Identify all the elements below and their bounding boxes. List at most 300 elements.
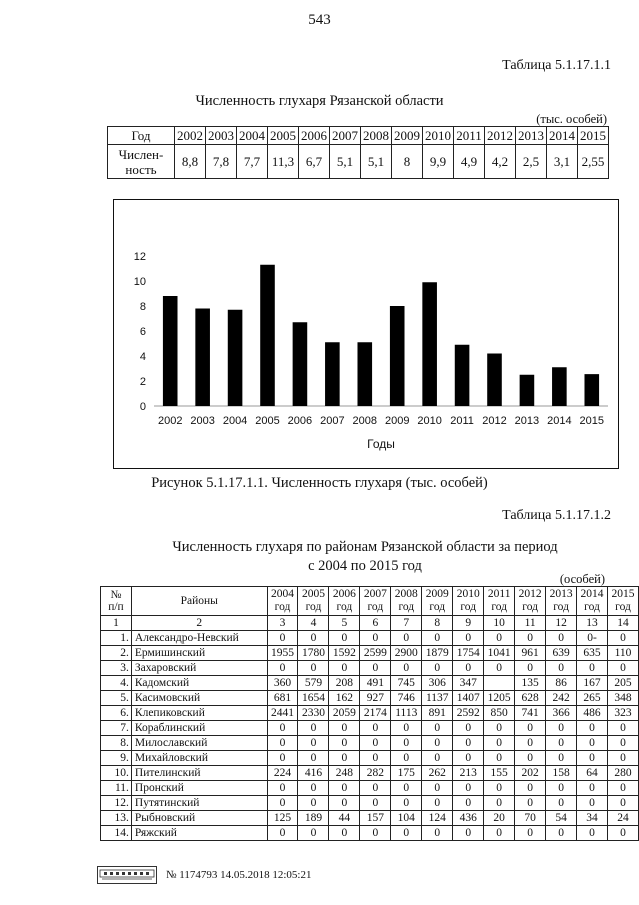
table2-value-cell: 0 <box>577 721 608 736</box>
table1-value-row <box>108 145 609 179</box>
table1-year-cell: 2013 <box>516 127 547 145</box>
table2-value-cell: 162 <box>329 691 360 706</box>
table2-row-number: 2. <box>101 646 132 661</box>
table2-value-cell: 1780 <box>298 646 329 661</box>
table2-column-number: 10 <box>484 616 515 631</box>
table1-year-cell: 2005 <box>268 127 299 145</box>
bar-2008 <box>357 342 372 406</box>
table2-value-cell: 2441 <box>267 706 298 721</box>
bar-2006 <box>293 322 308 406</box>
table1-year-cell: 2014 <box>547 127 578 145</box>
table2-year-header <box>577 587 608 616</box>
table2-value-cell: 306 <box>422 676 453 691</box>
table2-value-cell: 628 <box>515 691 546 706</box>
table2-value-cell: 135 <box>515 676 546 691</box>
x-tick-label: 2011 <box>450 415 474 427</box>
table2-value-cell: 745 <box>391 676 422 691</box>
table2-value-cell: 167 <box>577 676 608 691</box>
table1-year-cell: 2006 <box>299 127 330 145</box>
table2-value-cell: 0 <box>360 661 391 676</box>
table2-value-cell: 436 <box>453 811 484 826</box>
table2-column-number: 2 <box>131 616 267 631</box>
table1-header-row <box>108 127 609 145</box>
table2-value-cell: 2174 <box>360 706 391 721</box>
table2-value-cell: 1407 <box>453 691 484 706</box>
table2-column-number: 9 <box>453 616 484 631</box>
table2-value-cell: 0 <box>329 721 360 736</box>
table2-value-cell: 1137 <box>422 691 453 706</box>
table1-value-cell: 4,9 <box>454 145 485 179</box>
table1-unit: (тыс. особей) <box>536 112 607 126</box>
table2-year-header-year: 2012 <box>518 588 542 600</box>
table2-value-cell: 213 <box>453 766 484 781</box>
table2-column-number: 12 <box>546 616 577 631</box>
table2-value-cell: 0 <box>391 631 422 646</box>
table2-value-cell: 0 <box>391 661 422 676</box>
table2-value-cell: 0 <box>391 781 422 796</box>
table2-year-header <box>608 587 639 616</box>
table2-value-cell: 0 <box>484 781 515 796</box>
table1-value-cell: 5,1 <box>330 145 361 179</box>
table2-value-cell: 0 <box>329 796 360 811</box>
table2-value-cell: 0 <box>360 631 391 646</box>
table2-value-cell: 635 <box>577 646 608 661</box>
table2-value-cell: 0 <box>608 721 639 736</box>
table2-value-cell: 0 <box>360 796 391 811</box>
table2-value-cell <box>484 676 515 691</box>
table2-district-name: Ряжский <box>131 826 267 841</box>
table2-value-cell: 0 <box>422 796 453 811</box>
table1-year-cell: 2003 <box>206 127 237 145</box>
table2-value-cell: 1879 <box>422 646 453 661</box>
table2-value-cell: 110 <box>608 646 639 661</box>
table2-value-cell: 0 <box>422 826 453 841</box>
x-tick-label: 2015 <box>579 415 605 427</box>
table1-year-cell: 2009 <box>392 127 423 145</box>
table2-district-name: Милославский <box>131 736 267 751</box>
table2-year-header-year: 2007 <box>363 588 387 600</box>
table2-header-district: Районы <box>131 587 267 616</box>
table2-row <box>101 721 639 736</box>
table2-year-header-word: год <box>336 601 353 613</box>
table2-row-number: 8. <box>101 736 132 751</box>
table2-value-cell: 0 <box>515 751 546 766</box>
table2-value-cell: 360 <box>267 676 298 691</box>
table2-value-cell: 0 <box>267 631 298 646</box>
table2-value-cell: 1113 <box>391 706 422 721</box>
table2-column-number: 14 <box>608 616 639 631</box>
table2-value-cell: 0 <box>577 781 608 796</box>
table2-value-cell: 0 <box>422 721 453 736</box>
table2-value-cell: 347 <box>453 676 484 691</box>
table2-value-cell: 104 <box>391 811 422 826</box>
table2-value-cell: 0 <box>267 736 298 751</box>
table2-year-header-word: год <box>553 601 569 613</box>
table2-row-number: 9. <box>101 751 132 766</box>
table2-value-cell: 0 <box>360 826 391 841</box>
table2-value-cell: 0 <box>546 796 577 811</box>
table2-row-number: 13. <box>101 811 132 826</box>
table2-column-number: 8 <box>422 616 453 631</box>
bar-2010 <box>422 282 437 406</box>
table2-year-header-word: год <box>615 601 631 613</box>
table2-row-number: 6. <box>101 706 132 721</box>
y-tick-label: 12 <box>133 251 146 263</box>
table2-year-header-year: 2011 <box>487 588 511 600</box>
x-tick-label: 2008 <box>352 415 378 427</box>
x-tick-label: 2003 <box>190 415 215 427</box>
table2-value-cell: 0 <box>484 661 515 676</box>
y-tick-label: 8 <box>139 301 146 313</box>
table2-value-cell: 0- <box>577 631 608 646</box>
table2-row <box>101 646 639 661</box>
table1-year-cell: 2007 <box>330 127 361 145</box>
table2-value-cell: 70 <box>515 811 546 826</box>
table2-year-header <box>484 587 515 616</box>
table2-year-header-year: 2008 <box>394 588 418 600</box>
table2-value-cell: 850 <box>484 706 515 721</box>
table2-year-header <box>453 587 484 616</box>
y-tick-label: 0 <box>139 401 146 413</box>
table2-value-cell: 24 <box>608 811 639 826</box>
table1 <box>107 126 609 179</box>
table2-value-cell: 1205 <box>484 691 515 706</box>
table2-value-cell: 1592 <box>329 646 360 661</box>
table2-value-cell: 0 <box>515 826 546 841</box>
table1-value-cell: 7,7 <box>237 145 268 179</box>
table2-value-cell: 280 <box>608 766 639 781</box>
table2-row <box>101 826 639 841</box>
table2-value-cell: 0 <box>453 826 484 841</box>
table2-value-cell: 0 <box>484 631 515 646</box>
table2-value-cell: 0 <box>515 631 546 646</box>
table2-value-cell: 54 <box>546 811 577 826</box>
table1-value-cell: 8,8 <box>175 145 206 179</box>
table2-year-header-year: 2010 <box>456 588 480 600</box>
bar-2005 <box>260 265 275 406</box>
table2-value-cell: 681 <box>267 691 298 706</box>
table2-row-number: 7. <box>101 721 132 736</box>
table2-district-name: Кадомский <box>131 676 267 691</box>
table2-column-number: 5 <box>329 616 360 631</box>
table2-value-cell: 0 <box>267 781 298 796</box>
table1-year-cell: 2010 <box>423 127 454 145</box>
table2-value-cell: 0 <box>391 721 422 736</box>
table2-district-name: Пителинский <box>131 766 267 781</box>
table2-column-number: 7 <box>391 616 422 631</box>
bar-2011 <box>455 345 470 406</box>
bar-2009 <box>390 306 405 406</box>
bar-2013 <box>520 375 535 406</box>
table2-value-cell: 0 <box>546 721 577 736</box>
table2-row-number: 5. <box>101 691 132 706</box>
table2-year-header-word: год <box>522 601 538 613</box>
table2-value-cell: 0 <box>391 796 422 811</box>
page-number: 543 <box>308 12 331 28</box>
table2-value-cell: 0 <box>577 736 608 751</box>
table1-value-cell: 4,2 <box>485 145 516 179</box>
table2-value-cell: 2592 <box>453 706 484 721</box>
bar-2002 <box>163 296 178 406</box>
table2-value-cell: 0 <box>608 796 639 811</box>
table1-row-label: Числен- ность <box>108 145 175 179</box>
bar-2015 <box>584 374 599 406</box>
figure-caption: Рисунок 5.1.17.1.1. Численность глухаря (тыс. особей) <box>151 475 488 491</box>
table2-value-cell: 158 <box>546 766 577 781</box>
table2-row-number: 3. <box>101 661 132 676</box>
table2-year-header-word: год <box>491 601 508 613</box>
table2-value-cell: 0 <box>329 751 360 766</box>
table2-value-cell: 242 <box>546 691 577 706</box>
table2-value-cell: 189 <box>298 811 329 826</box>
table2-row <box>101 781 639 796</box>
table2-year-header-word: год <box>398 601 415 613</box>
table2-value-cell: 746 <box>391 691 422 706</box>
table2-value-cell: 639 <box>546 646 577 661</box>
bar-2012 <box>487 354 502 407</box>
table2-row-number: 11. <box>101 781 132 796</box>
table2-value-cell: 0 <box>453 721 484 736</box>
footer-registration <box>166 869 311 881</box>
bar-2003 <box>195 309 210 407</box>
table2-year-header <box>422 587 453 616</box>
table1-header-label: Год <box>108 127 175 145</box>
table2-column-number: 6 <box>360 616 391 631</box>
table2-row-number: 1. <box>101 631 132 646</box>
table2-value-cell: 0 <box>608 751 639 766</box>
table2-value-cell: 0 <box>391 826 422 841</box>
x-tick-label: 2005 <box>255 415 280 427</box>
table2-value-cell: 0 <box>577 826 608 841</box>
table2-value-cell: 0 <box>484 751 515 766</box>
table2-value-cell: 248 <box>329 766 360 781</box>
table2-value-cell: 0 <box>329 631 360 646</box>
table2-value-cell: 0 <box>267 661 298 676</box>
table2-value-cell: 205 <box>608 676 639 691</box>
table2-value-cell: 0 <box>298 796 329 811</box>
table2-value-cell: 202 <box>515 766 546 781</box>
table2-value-cell: 0 <box>577 796 608 811</box>
table1-year-cell: 2008 <box>361 127 392 145</box>
table2-value-cell: 0 <box>608 631 639 646</box>
x-tick-label: 2013 <box>514 415 540 427</box>
table2-value-cell: 0 <box>484 826 515 841</box>
table2-value-cell: 125 <box>267 811 298 826</box>
table2-value-cell: 0 <box>298 661 329 676</box>
table2-value-cell: 0 <box>329 736 360 751</box>
table2-value-cell: 0 <box>422 736 453 751</box>
table2-value-cell: 323 <box>608 706 639 721</box>
table2-value-cell: 927 <box>360 691 391 706</box>
x-tick-label: 2002 <box>157 415 183 427</box>
table2-value-cell: 0 <box>267 721 298 736</box>
table2-value-cell: 0 <box>267 826 298 841</box>
table1-year-cell: 2011 <box>454 127 485 145</box>
bar-2004 <box>228 310 243 406</box>
table2-value-cell: 0 <box>484 721 515 736</box>
table2-header-num: № п/п <box>101 587 132 616</box>
table2-value-cell: 0 <box>453 661 484 676</box>
table2-year-header-word: год <box>274 601 291 613</box>
table2-value-cell: 891 <box>422 706 453 721</box>
table2-value-cell: 0 <box>329 661 360 676</box>
x-tick-label: 2004 <box>222 415 248 427</box>
bar-2014 <box>552 367 567 406</box>
table2-district-name: Пронский <box>131 781 267 796</box>
table2-value-cell: 0 <box>360 736 391 751</box>
table2-value-cell: 2900 <box>391 646 422 661</box>
table2-row <box>101 706 639 721</box>
table2-district-name: Путятинский <box>131 796 267 811</box>
table2-value-cell: 2059 <box>329 706 360 721</box>
table2-year-header <box>546 587 577 616</box>
table2-value-cell: 1754 <box>453 646 484 661</box>
table2-year-header-year: 2004 <box>270 588 294 600</box>
table2-district-name: Александро-Невский <box>131 631 267 646</box>
table2-row <box>101 751 639 766</box>
table1-value-cell: 5,1 <box>361 145 392 179</box>
table2-value-cell: 64 <box>577 766 608 781</box>
table2-column-number: 4 <box>298 616 329 631</box>
table2-district-name: Кораблинский <box>131 721 267 736</box>
table2-value-cell: 0 <box>577 661 608 676</box>
table2-year-header-word: год <box>584 601 600 613</box>
table2-value-cell: 0 <box>422 661 453 676</box>
table2-value-cell: 0 <box>298 736 329 751</box>
table1-value-cell: 2,5 <box>516 145 547 179</box>
table2-year-header <box>298 587 329 616</box>
bar-2007 <box>325 342 340 406</box>
x-tick-label: 2010 <box>417 415 442 427</box>
table2-value-cell: 0 <box>360 721 391 736</box>
table1-year-cell: 2015 <box>578 127 609 145</box>
table2-row <box>101 691 639 706</box>
table2-value-cell: 0 <box>546 736 577 751</box>
x-axis-title: Годы <box>367 437 395 451</box>
table2-value-cell: 0 <box>546 781 577 796</box>
table2-value-cell: 0 <box>453 736 484 751</box>
table1-year-cell: 2002 <box>175 127 206 145</box>
table2-unit: (особей) <box>559 572 605 586</box>
table2-value-cell: 0 <box>515 661 546 676</box>
table2-value-cell: 0 <box>298 826 329 841</box>
table2-year-header <box>391 587 422 616</box>
table2-year-header-year: 2014 <box>580 588 604 600</box>
table2-value-cell: 0 <box>546 826 577 841</box>
table2-value-cell: 0 <box>329 826 360 841</box>
table2-title-line1: Численность глухаря по районам Рязанской области за период <box>172 539 558 555</box>
x-tick-label: 2006 <box>287 415 313 427</box>
table2-value-cell: 0 <box>515 721 546 736</box>
x-tick-label: 2012 <box>482 415 507 427</box>
table1-value-cell: 9,9 <box>423 145 454 179</box>
table2-value-cell: 2599 <box>360 646 391 661</box>
table2-column-number: 1 <box>101 616 132 631</box>
table2-value-cell: 124 <box>422 811 453 826</box>
table2-value-cell: 157 <box>360 811 391 826</box>
table2-value-cell: 0 <box>422 631 453 646</box>
table2-value-cell: 0 <box>453 631 484 646</box>
table2-value-cell: 224 <box>267 766 298 781</box>
table2-row-number: 10. <box>101 766 132 781</box>
table2-value-cell: 0 <box>360 781 391 796</box>
table2-year-header-year: 2009 <box>425 588 449 600</box>
table2-year-header <box>515 587 546 616</box>
table2-year-header-word: год <box>429 601 446 613</box>
table2-column-number: 13 <box>577 616 608 631</box>
y-tick-label: 10 <box>133 276 146 288</box>
table2-row-number: 4. <box>101 676 132 691</box>
table2-value-cell: 0 <box>484 736 515 751</box>
table1-year-cell: 2012 <box>485 127 516 145</box>
table2-header-row <box>101 587 639 616</box>
table2-value-cell: 0 <box>267 751 298 766</box>
table2-district-name: Михайловский <box>131 751 267 766</box>
table2-value-cell: 0 <box>546 661 577 676</box>
table2-row <box>101 766 639 781</box>
table2-title-line2: с 2004 по 2015 год <box>308 558 422 574</box>
table2-row <box>101 736 639 751</box>
table2-year-header-year: 2013 <box>549 588 573 600</box>
table2-value-cell: 579 <box>298 676 329 691</box>
table2-row <box>101 811 639 826</box>
table1-year-cell: 2004 <box>237 127 268 145</box>
table2-district-name: Рыбновский <box>131 811 267 826</box>
table2-value-cell: 86 <box>546 676 577 691</box>
table2-year-header-word: год <box>305 601 322 613</box>
y-tick-label: 4 <box>139 351 146 363</box>
table2-column-number: 11 <box>515 616 546 631</box>
table1-value-cell: 2,55 <box>578 145 609 179</box>
x-tick-label: 2014 <box>547 415 572 427</box>
table2-year-header-word: год <box>460 601 477 613</box>
table2-value-cell: 0 <box>267 796 298 811</box>
table2-value-cell: 0 <box>453 751 484 766</box>
table2-year-header-year: 2005 <box>301 588 325 600</box>
table2-year-header <box>360 587 391 616</box>
table2-value-cell: 0 <box>298 721 329 736</box>
table2-value-cell: 491 <box>360 676 391 691</box>
table2-year-header <box>329 587 360 616</box>
footer-datetime: 14.05.2018 12:05:21 <box>220 869 312 881</box>
table2-value-cell: 208 <box>329 676 360 691</box>
table2-column-numbers-row <box>101 616 639 631</box>
table2-column-number: 3 <box>267 616 298 631</box>
table2-row <box>101 796 639 811</box>
table1-value-cell: 11,3 <box>268 145 299 179</box>
table2-value-cell: 0 <box>329 781 360 796</box>
table2-value-cell: 0 <box>360 751 391 766</box>
table2-value-cell: 265 <box>577 691 608 706</box>
table2-row-number: 12. <box>101 796 132 811</box>
table2-year-header-year: 2015 <box>611 588 635 600</box>
table2-label: Таблица 5.1.17.1.2 <box>502 508 611 523</box>
table2-value-cell: 0 <box>391 751 422 766</box>
x-tick-label: 2009 <box>384 415 410 427</box>
table1-value-cell: 7,8 <box>206 145 237 179</box>
table2-value-cell: 20 <box>484 811 515 826</box>
table2-value-cell: 0 <box>484 796 515 811</box>
table1-value-cell: 8 <box>392 145 423 179</box>
table2-value-cell: 282 <box>360 766 391 781</box>
y-tick-label: 6 <box>139 326 146 338</box>
table2-value-cell: 348 <box>608 691 639 706</box>
table2-value-cell: 366 <box>546 706 577 721</box>
table2-value-cell: 2330 <box>298 706 329 721</box>
table2-row-number: 14. <box>101 826 132 841</box>
table2-value-cell: 0 <box>515 796 546 811</box>
table2-value-cell: 155 <box>484 766 515 781</box>
